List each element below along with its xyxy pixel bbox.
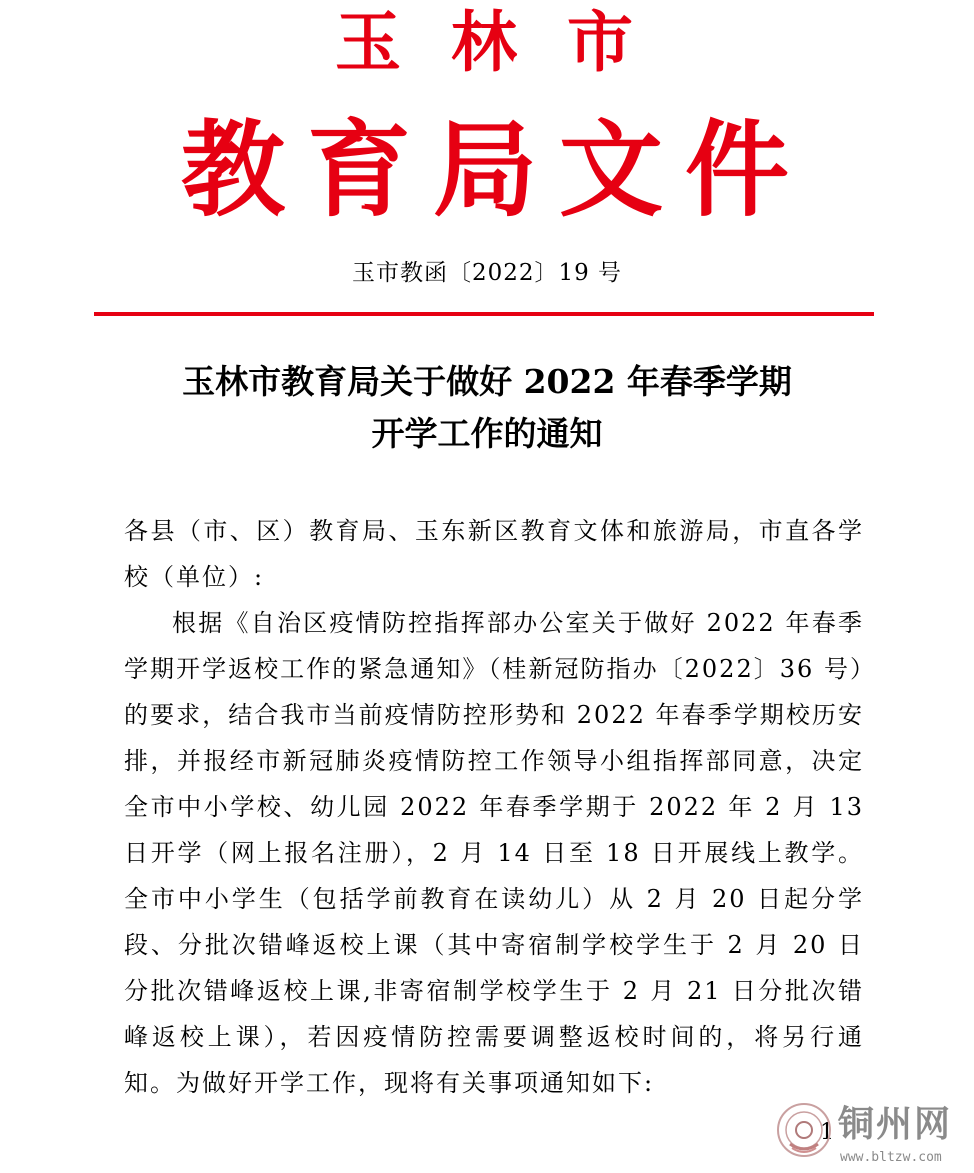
issuer-name: 玉林市	[335, 3, 683, 81]
salutation: 各县（市、区）教育局、玉东新区教育文体和旅游局，市直各学校（单位）:	[124, 517, 864, 591]
watermark-site-name: 铜州网	[838, 1104, 953, 1145]
document-title	[0, 356, 974, 460]
page-number: 1	[820, 1120, 834, 1145]
seal-icon	[776, 1102, 832, 1158]
document-body	[124, 508, 864, 1106]
document-number: 玉市教函〔2022〕19 号	[351, 260, 623, 286]
body-paragraph-1: 根据《自治区疫情防控指挥部办公室关于做好 2022 年春季学期开学返校工作的紧急通知》（桂新冠防指办〔2022〕36 号）的要求，结合我市当前疫情防控形势和 2022 年春季学期校历安排，并报经市新冠肺炎疫情防控工作领导小组指挥部同意，决定全市中小学校、幼儿园 2022 年春季学期于 2022 年 2 月 13 日开学（网上报名注册），2 月 14 日至 18 日开展线上教学。全市中小学生（包括学前教育在读幼儿）从 2 月 20 日起分学段、分批次错峰返校上课（其中寄宿制学校学生于 2 月 20 日分批次错峰返校上课,非寄宿制学校学生于 2 月 21 日分批次错峰返校上课），若因疫情防控需要调整返校时间的，将另行通知。为做好开学工作，现将有关事项通知如下:	[124, 609, 864, 1097]
title-line-2: 开学工作的通知	[371, 414, 603, 453]
watermark	[776, 1100, 974, 1173]
title-line-1: 玉林市教育局关于做好 2022 年春季学期	[182, 362, 792, 401]
document-type-header: 教育局文件	[180, 108, 811, 231]
watermark-url: www.bltzw.com	[840, 1150, 942, 1165]
red-divider	[94, 312, 874, 316]
